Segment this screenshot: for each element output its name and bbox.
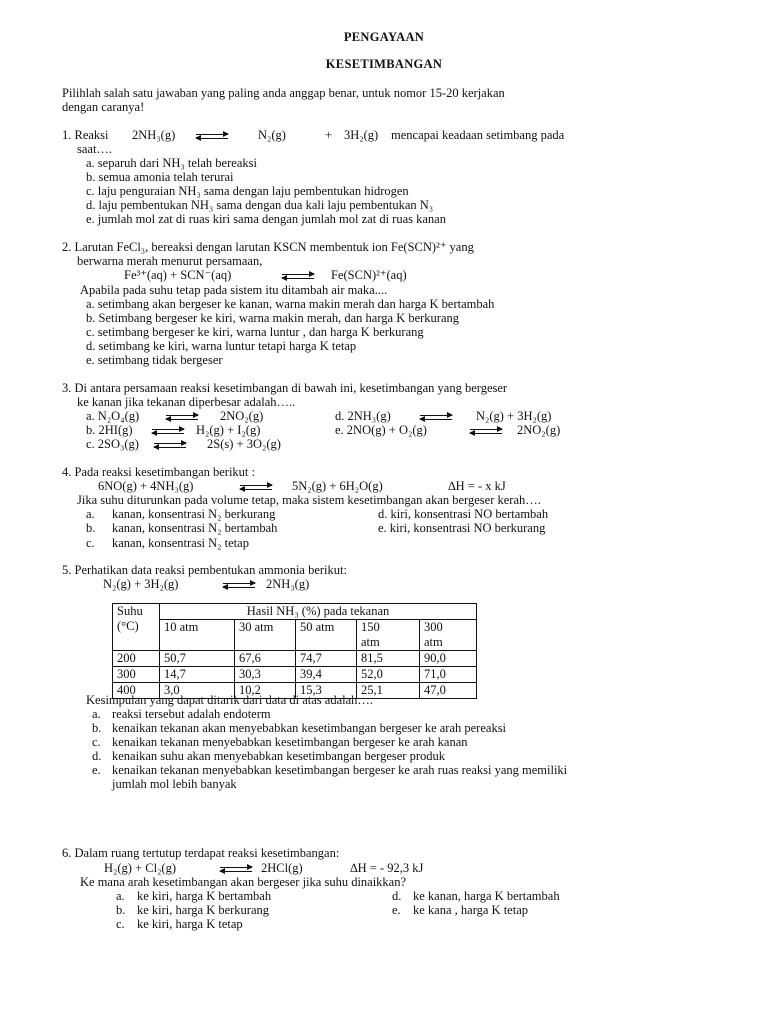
q4-line-2: Jika suhu diturunkan pada volume tetap, maka sistem kesetimbangan akan bergeser kerah….: [77, 493, 541, 507]
q6-a-label: a.: [116, 889, 125, 903]
table-cell: 3,0: [160, 683, 235, 699]
q4-eq-dh: ∆H = - x kJ: [448, 479, 506, 493]
table-cell: 10,2: [235, 683, 296, 699]
q5-a-label: a.: [92, 707, 101, 721]
q6-c-text: ke kiri, harga K tetap: [137, 917, 243, 931]
q6-line-1: 6. Dalam ruang tertutup terdapat reaksi kesetimbangan:: [62, 846, 340, 860]
q3-e-right: 2NO₂(g): [517, 423, 561, 437]
q4-eq-right: 5N₂(g) + 6H₂O(g): [292, 479, 383, 493]
q1-eq-plus: +: [325, 128, 333, 142]
q2-option-b: b. Setimbang bergeser ke kiri, warna makin merah, dan harga K berkurang: [86, 311, 460, 325]
equilibrium-arrow-icon: [221, 578, 257, 593]
q5-option-d: kenaikan suhu akan menyebabkan kesetimbangan bergeser produk: [112, 749, 445, 763]
q1-number: 1. Reaksi: [62, 128, 109, 142]
equilibrium-arrow-icon: [152, 438, 188, 453]
q6-line-2: Ke mana arah kesetimbangan akan bergeser jika suhu dinaikkan?: [80, 875, 407, 889]
q3-b-left: b. 2HI(g): [86, 423, 133, 437]
q4-a-text: kanan, konsentrasi N₂ berkurang: [112, 507, 276, 521]
equilibrium-arrow-icon: [280, 269, 316, 284]
table-cell: 71,0: [420, 667, 477, 683]
table-cell: 74,7: [296, 651, 357, 667]
q5-option-e: kenaikan tekanan menyebabkan kesetimbangan bergeser ke arah ruas reaksi yang memiliki: [112, 763, 568, 777]
q6-e-label: e.: [392, 903, 401, 917]
table-cell: 50,7: [160, 651, 235, 667]
q2-line-2: berwarna merah menurut persamaan,: [77, 254, 263, 268]
table-cell: 30,3: [235, 667, 296, 683]
q1-cont: saat….: [77, 142, 113, 156]
q5-option-b: kenaikan tekanan akan menyebabkan kesetimbangan bergeser ke arah pereaksi: [112, 721, 507, 735]
q3-e-left: e. 2NO(g) + O₂(g): [335, 423, 427, 437]
q4-c-label: c.: [86, 536, 95, 550]
q6-b-text: ke kiri, harga K berkurang: [137, 903, 270, 917]
q1-eq-right2: 3H₂(g): [344, 128, 379, 142]
q6-eq-dh: ∆H = - 92,3 kJ: [350, 861, 424, 875]
q2-eq-left: Fe³⁺(aq) + SCN⁻(aq): [124, 268, 232, 282]
q3-c-left: c. 2SO₃(g): [86, 437, 139, 451]
q5-eq-right: 2NH₃(g): [266, 577, 310, 591]
q1-option-e: e. jumlah mol zat di ruas kiri sama dengan jumlah mol zat di ruas kanan: [86, 212, 446, 226]
q6-a-text: ke kiri, harga K bertambah: [137, 889, 272, 903]
q5-option-a: reaksi tersebut adalah endoterm: [112, 707, 271, 721]
q2-option-e: e. setimbang tidak bergeser: [86, 353, 223, 367]
q6-c-label: c.: [116, 917, 125, 931]
equilibrium-arrow-icon: [468, 424, 504, 439]
q6-eq-right: 2HCl(g): [261, 861, 303, 875]
q3-line-1: 3. Di antara persamaan reaksi kesetimbangan di bawah ini, kesetimbangan yang bergeser: [62, 381, 508, 395]
q2-eq-right: Fe(SCN)²⁺(aq): [331, 268, 407, 282]
table-header-cell: 150 atm: [357, 620, 420, 651]
q5-c-label: c.: [92, 735, 101, 749]
table-header-pressures: [113, 620, 477, 651]
q4-d-text: d. kiri, konsentrasi NO bertambah: [378, 507, 549, 521]
q5-option-e-cont: jumlah mol lebih banyak: [112, 777, 237, 791]
q5-option-c: kenaikan tekanan menyebabkan kesetimbangan bergeser ke arah kanan: [112, 735, 468, 749]
q3-b-right: H₂(g) + I₂(g): [196, 423, 261, 437]
table-cell: 52,0: [357, 667, 420, 683]
q4-line-1: 4. Pada reaksi kesetimbangan berikut :: [62, 465, 255, 479]
instruction-line-2: dengan caranya!: [62, 100, 145, 114]
q2-line-3: Apabila pada suhu tetap pada sistem itu ditambah air maka....: [80, 283, 388, 297]
table-cell: 200: [113, 651, 160, 667]
table-cell: 300: [113, 667, 160, 683]
q4-c-text: kanan, konsentrasi N₂ tetap: [112, 536, 249, 550]
page-title: PENGAYAAN: [343, 30, 425, 44]
q4-b-text: kanan, konsentrasi N₂ bertambah: [112, 521, 278, 535]
table-cell: 15,3: [296, 683, 357, 699]
table-cell: 67,6: [235, 651, 296, 667]
q5-b-label: b.: [92, 721, 102, 735]
table-row: [113, 667, 477, 683]
ammonia-yield-table: [112, 603, 477, 699]
q5-e-label: e.: [92, 763, 101, 777]
q3-line-2: ke kanan jika tekanan diperbesar adalah…..: [77, 395, 296, 409]
q4-b-label: b.: [86, 521, 96, 535]
q1-option-b: b. semua amonia telah terurai: [86, 170, 234, 184]
q3-a-right: 2NO₂(g): [220, 409, 264, 423]
table-cell: 81,5: [357, 651, 420, 667]
table-header-cell: 30 atm: [235, 620, 296, 651]
table-row: [113, 651, 477, 667]
q2-option-d: d. setimbang ke kiri, warna luntur tetapi harga K tetap: [86, 339, 357, 353]
q1-eq-left: 2NH₃(g): [132, 128, 176, 142]
table-header-hasil: Hasil NH₃ (%) pada tekanan: [160, 604, 477, 620]
q4-a-label: a.: [86, 507, 95, 521]
q1-option-a: a. separuh dari NH₃ telah bereaksi: [86, 156, 257, 170]
q6-e-text: ke kana , harga K tetap: [413, 903, 528, 917]
q5-eq-left: N₂(g) + 3H₂(g): [103, 577, 179, 591]
q6-b-label: b.: [116, 903, 126, 917]
equilibrium-arrow-icon: [164, 410, 200, 425]
q1-tail: mencapai keadaan setimbang pada: [391, 128, 565, 142]
q5-line-1: 5. Perhatikan data reaksi pembentukan ammonia berikut:: [62, 563, 347, 577]
table-cell: 25,1: [357, 683, 420, 699]
q3-d-left: d. 2NH₃(g): [335, 409, 391, 423]
q2-option-c: c. setimbang bergeser ke kiri, warna luntur , dan harga K berkurang: [86, 325, 424, 339]
q1-option-d: d. laju pembentukan NH₃ sama dengan dua kali laju pembentukan N₃: [86, 198, 434, 212]
q3-d-right: N₂(g) + 3H₂(g): [476, 409, 552, 423]
q3-a-left: a. N₂O₄(g): [86, 409, 140, 423]
q1-eq-right1: N₂(g): [258, 128, 286, 142]
q4-eq-left: 6NO(g) + 4NH₃(g): [98, 479, 194, 493]
table-cell: 400: [113, 683, 160, 699]
q6-d-text: ke kanan, harga K bertambah: [413, 889, 560, 903]
q5-d-label: d.: [92, 749, 102, 763]
table-header-cell: 10 atm: [160, 620, 235, 651]
table-cell: 39,4: [296, 667, 357, 683]
table-header-cell: 50 atm: [296, 620, 357, 651]
q6-d-label: d.: [392, 889, 402, 903]
table-cell: 14,7: [160, 667, 235, 683]
table-header-cell: 300 atm: [420, 620, 477, 651]
equilibrium-arrow-icon: [194, 129, 230, 144]
table-header-suhu: Suhu (°C): [113, 604, 160, 651]
page-subtitle: KESETIMBANGAN: [325, 57, 443, 71]
q2-line-1: 2. Larutan FeCl₃, bereaksi dengan larutan KSCN membentuk ion Fe(SCN)²⁺ yang: [62, 240, 474, 254]
q6-eq-left: H₂(g) + Cl₂(g): [104, 861, 177, 875]
table-cell: 90,0: [420, 651, 477, 667]
table-cell: 47,0: [420, 683, 477, 699]
q3-c-right: 2S(s) + 3O₂(g): [207, 437, 281, 451]
instruction-line-1: Pilihlah salah satu jawaban yang paling anda anggap benar, untuk nomor 15-20 kerjakan: [62, 86, 505, 100]
q5-line-2: Kesimpulan yang dapat ditarik dari data di atas adalah….: [86, 693, 374, 707]
equilibrium-arrow-icon: [150, 424, 186, 439]
q2-option-a: a. setimbang akan bergeser ke kanan, warna makin merah dan harga K bertambah: [86, 297, 495, 311]
table-header-row: [113, 604, 477, 620]
q1-option-c: c. laju penguraian NH₃ sama dengan laju pembentukan hidrogen: [86, 184, 409, 198]
q4-e-text: e. kiri, konsentrasi NO berkurang: [378, 521, 546, 535]
